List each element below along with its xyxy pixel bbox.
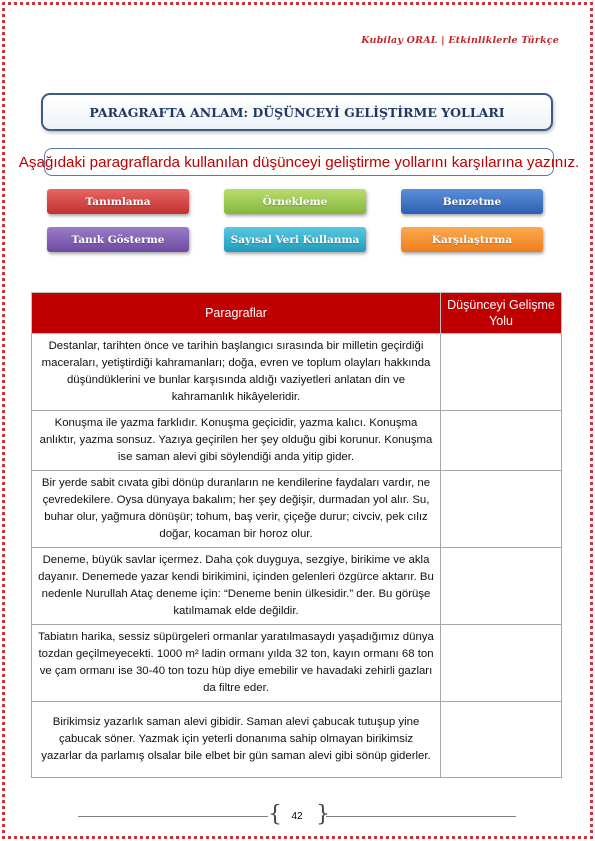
answer-cell[interactable] (441, 471, 562, 548)
paragraph-cell: Birikimsiz yazarlık saman alevi gibidir. Saman alevi çabucak tutuşup yine çabucak söner. Yazmak için yeterli donanıma sahip olmayan birikimsiz yazarlar da parlamış olsalar bile elbet bir gün saman alevi gibi sönüp giderler. (32, 702, 441, 778)
table-row (32, 548, 562, 625)
paragraph-cell: Deneme, büyük savlar içermez. Daha çok duyguya, sezgiye, birikime ve akla dayanır. Denemede yazar kendi birikimini, içinden gelenleri özgürce aktarır. Bu nedenle Nurullah Ataç deneme için: “Deneme benin ülkesidir.” der. Bu görüşe katılmamak elde değildir. (32, 548, 441, 625)
option-chip-tanik-gosterme: Tanık Gösterme (47, 227, 189, 252)
brand-header: Kubilay ORAL | Etkinliklerle Türkçe (361, 35, 559, 46)
option-chip-sayisal-veri: Sayısal Veri Kullanma (224, 227, 366, 252)
paragraph-cell: Tabiatın harika, sessiz süpürgeleri ormanlar yaratılmasaydı yaşadığımız dünya tozdan geçilmeyecekti. 1000 m² ladin ormanı yılda 32 ton, kayın ormanı 68 ton ve çam ormanı ise 30-40 ton tozu hüp diye emebilir ve havadaki zehirli gazları da filtre eder. (32, 625, 441, 702)
header-paragraphs: Paragraflar (32, 293, 441, 334)
answer-cell[interactable] (441, 548, 562, 625)
footer-brace-left: { (268, 802, 282, 827)
paragraph-table (31, 292, 562, 778)
option-chip-ornekleme: Örnekleme (224, 189, 366, 214)
option-chip-karsilastirma: Karşılaştırma (401, 227, 543, 252)
paragraph-cell: Konuşma ile yazma farklıdır. Konuşma geçicidir, yazma kalıcı. Konuşma anlıktır, yazma sonsuz. Yazıya geçirilen her şey olduğu gibi korunur. Konuşma ise saman alevi gibi söylendiği anda yitip gider. (32, 411, 441, 471)
answer-cell[interactable] (441, 334, 562, 411)
table-row (32, 334, 562, 411)
page-title: PARAGRAFTA ANLAM: DÜŞÜNCEYİ GELİŞTİRME YOLLARI (89, 104, 505, 120)
header-development-method: Düşünceyi Gelişme Yolu (441, 293, 562, 334)
table-header-row (32, 293, 562, 334)
answer-cell[interactable] (441, 411, 562, 471)
footer-rule-right (326, 816, 516, 817)
option-chip-tanimlama: Tanımlama (47, 189, 189, 214)
answer-cell[interactable] (441, 625, 562, 702)
table-row (32, 471, 562, 548)
footer-brace-right: } (316, 802, 330, 827)
page-number: 42 (291, 810, 303, 822)
answer-cell[interactable] (441, 702, 562, 778)
table-row (32, 625, 562, 702)
table-row (32, 411, 562, 471)
instruction-text: Aşağıdaki paragraflarda kullanılan düşünceyi geliştirme yollarını karşılarına yazınız. (18, 153, 580, 171)
instruction-banner (18, 148, 580, 176)
paragraph-cell: Destanlar, tarihten önce ve tarihin başlangıcı sırasında bir milletin geçirdiği maceraları, yetiştirdiği kahramanları; doğa, evren ve toplum olayları hakkında düşündüklerini ve bunlar karşısında aldığı vaziyetleri anlatan din ve kahramanlık hikâyeleridir. (32, 334, 441, 411)
table-row (32, 702, 562, 778)
title-banner (41, 93, 553, 131)
paragraph-cell: Bir yerde sabit cıvata gibi dönüp duranların ne kendilerine faydaları vardır, ne çevredekilere. Oysa dünyaya bakalım; her şey değişir, durmadan yol alır. Su, buhar olur, yağmura dönüşür; tohum, baş verir, çiçeğe durur; civciv, pek cılız doğar, kocaman bir horoz olur. (32, 471, 441, 548)
option-chip-benzetme: Benzetme (401, 189, 543, 214)
footer-rule-left (78, 816, 268, 817)
